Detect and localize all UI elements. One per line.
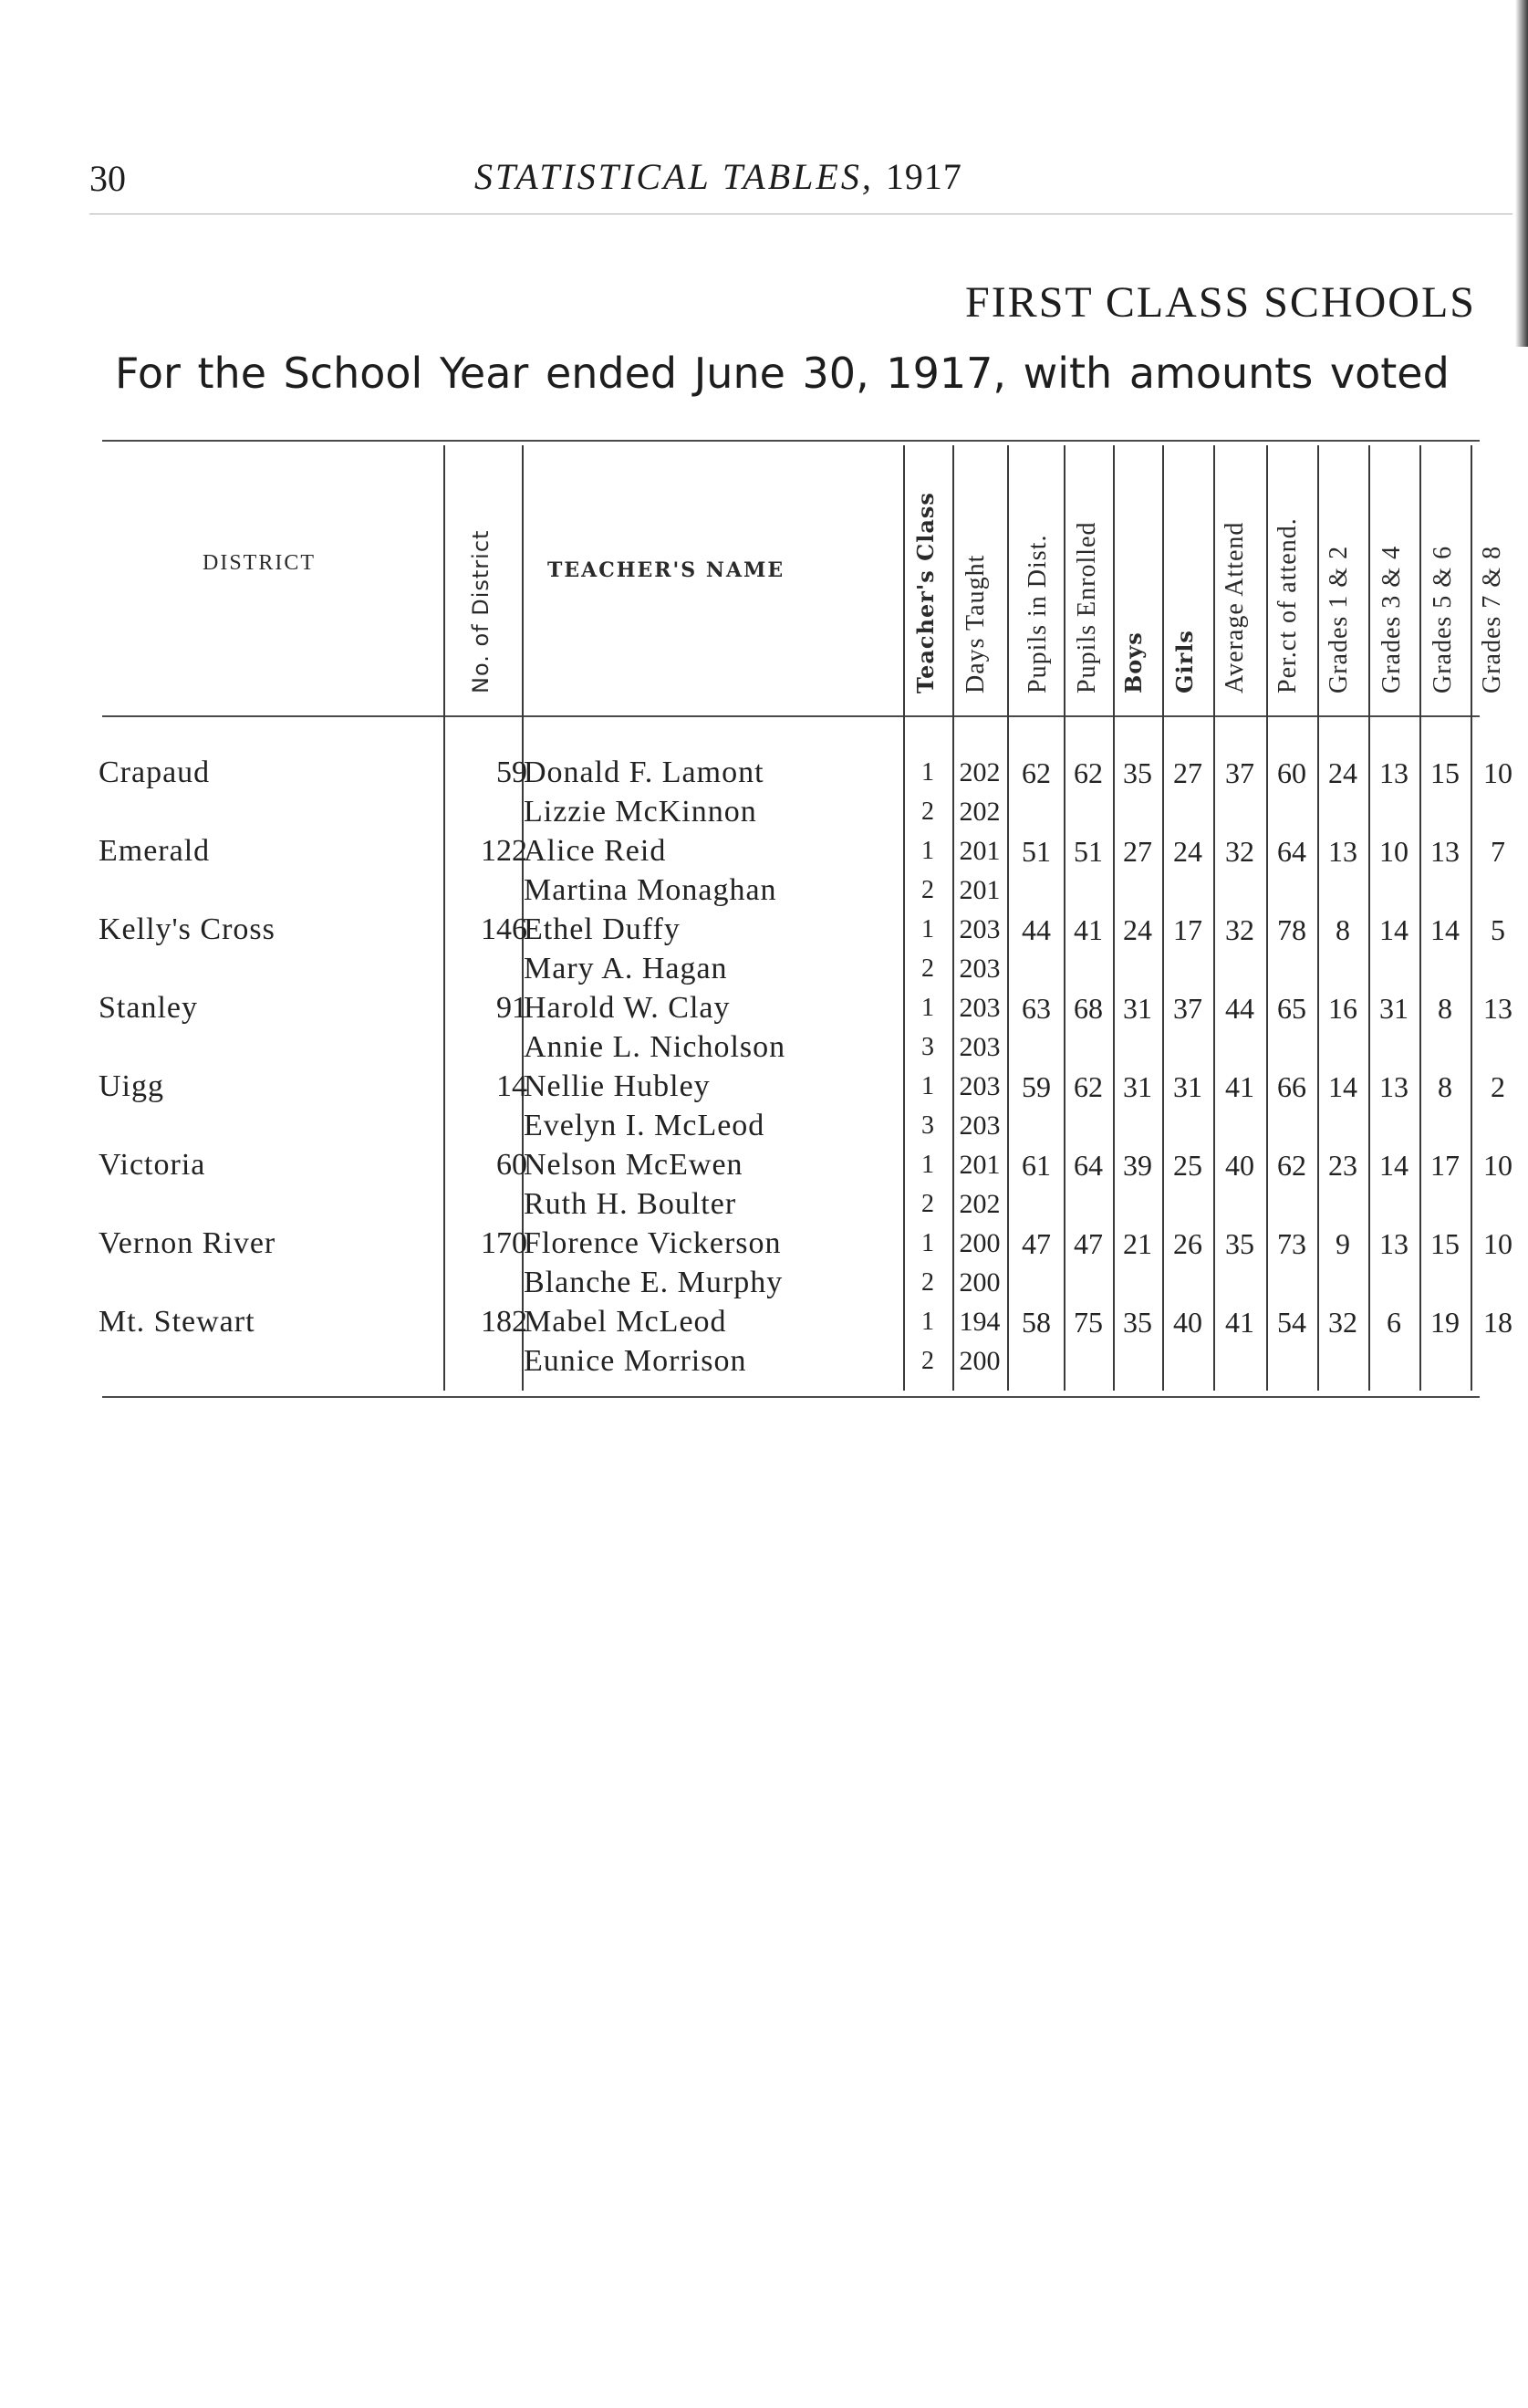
pupils-enrolled-value: 62 xyxy=(1074,756,1103,789)
days-taught: 203 xyxy=(959,1071,1001,1101)
column-header-boys: Boys xyxy=(1120,631,1147,693)
grades-5-6-value: 8 xyxy=(1438,1070,1452,1103)
days-taught: 202 xyxy=(959,757,1001,787)
teacher-class: 1 xyxy=(921,915,934,943)
district-number: 91 xyxy=(496,991,527,1025)
teacher-name: Eunice Morrison xyxy=(524,1344,747,1378)
teacher-name: Nellie Hubley xyxy=(524,1069,711,1103)
grades-5-6-value: 15 xyxy=(1430,1227,1460,1260)
district-number: 182 xyxy=(481,1305,527,1339)
teacher-class: 2 xyxy=(921,876,934,904)
pupils-enrolled-value: 51 xyxy=(1074,835,1103,868)
column-header-grades-1-2: Grades 1 & 2 xyxy=(1325,545,1353,693)
days-taught: 194 xyxy=(959,1307,1001,1337)
days-taught: 201 xyxy=(959,875,1001,905)
average-attend-value: 37 xyxy=(1225,756,1254,789)
girls-value: 24 xyxy=(1173,835,1202,868)
per-ct-attend-value: 65 xyxy=(1277,992,1306,1025)
grades-7-8-value: 18 xyxy=(1483,1306,1512,1339)
days-taught: 203 xyxy=(959,914,1001,944)
grades-3-4-value: 13 xyxy=(1379,1070,1408,1103)
grades-5-6-value: 8 xyxy=(1438,992,1452,1025)
running-head-title: STATISTICAL TABLES, xyxy=(474,156,874,197)
column-header-teacher-name: TEACHER'S NAME xyxy=(547,558,785,582)
average-attend-value: 40 xyxy=(1225,1149,1254,1182)
per-ct-attend-value: 78 xyxy=(1277,913,1306,946)
grades-1-2-value: 32 xyxy=(1328,1306,1357,1339)
teacher-name: Mary A. Hagan xyxy=(524,952,728,985)
table-bottom-rule xyxy=(102,1396,1480,1398)
girls-value: 40 xyxy=(1173,1306,1202,1339)
days-taught: 200 xyxy=(959,1228,1001,1258)
column-header-per-ct-attend: Per.ct of attend. xyxy=(1273,517,1302,693)
boys-value: 39 xyxy=(1123,1149,1152,1182)
days-taught: 203 xyxy=(959,1110,1001,1141)
per-ct-attend-value: 64 xyxy=(1277,835,1306,868)
days-taught: 201 xyxy=(959,1150,1001,1180)
pupils-enrolled-value: 41 xyxy=(1074,913,1103,946)
grades-1-2-value: 9 xyxy=(1336,1227,1350,1260)
teacher-class: 1 xyxy=(921,1072,934,1100)
teacher-name: Alice Reid xyxy=(524,834,667,868)
girls-value: 17 xyxy=(1173,913,1202,946)
grades-1-2-value: 14 xyxy=(1328,1070,1357,1103)
pupils-in-dist-value: 51 xyxy=(1022,835,1051,868)
column-header-grades-5-6: Grades 5 & 6 xyxy=(1429,545,1457,693)
column-header-average-attend: Average Attend xyxy=(1221,521,1249,693)
district-name: Emerald xyxy=(99,834,211,868)
column-header-days-taught: Days Taught xyxy=(961,554,990,693)
table-header-rule xyxy=(102,715,1480,717)
grades-7-8-value: 13 xyxy=(1483,992,1512,1025)
teacher-name: Harold W. Clay xyxy=(524,991,731,1025)
days-taught: 203 xyxy=(959,993,1001,1023)
district-name: Victoria xyxy=(99,1148,206,1182)
average-attend-value: 44 xyxy=(1225,992,1254,1025)
grades-7-8-value: 10 xyxy=(1483,1227,1512,1260)
district-number: 122 xyxy=(481,834,527,868)
district-name: Stanley xyxy=(99,991,198,1025)
column-header-no-of-district: No. of District xyxy=(468,529,494,693)
grades-7-8-value: 10 xyxy=(1483,756,1512,789)
average-attend-value: 41 xyxy=(1225,1306,1254,1339)
column-divider xyxy=(1007,445,1009,1391)
boys-value: 21 xyxy=(1123,1227,1152,1260)
teacher-class: 3 xyxy=(921,1033,934,1061)
district-number: 170 xyxy=(481,1226,527,1260)
grades-5-6-value: 13 xyxy=(1430,835,1460,868)
district-name: Uigg xyxy=(99,1069,164,1103)
pupils-in-dist-value: 58 xyxy=(1022,1306,1051,1339)
page-number: 30 xyxy=(89,158,126,199)
teacher-class: 1 xyxy=(921,1229,934,1257)
days-taught: 202 xyxy=(959,1189,1001,1219)
per-ct-attend-value: 73 xyxy=(1277,1227,1306,1260)
teacher-class: 2 xyxy=(921,1268,934,1297)
pupils-enrolled-value: 47 xyxy=(1074,1227,1103,1260)
district-name: Vernon River xyxy=(99,1226,276,1260)
per-ct-attend-value: 54 xyxy=(1277,1306,1306,1339)
district-number: 146 xyxy=(481,912,527,946)
teacher-class: 2 xyxy=(921,1347,934,1375)
grades-5-6-value: 17 xyxy=(1430,1149,1460,1182)
grades-3-4-value: 13 xyxy=(1379,1227,1408,1260)
district-number: 14 xyxy=(496,1069,527,1103)
days-taught: 200 xyxy=(959,1267,1001,1298)
girls-value: 37 xyxy=(1173,992,1202,1025)
table-subtitle: For the School Year ended June 30, 1917, with amounts voted xyxy=(115,349,1450,398)
district-name: Crapaud xyxy=(99,756,211,789)
teacher-name: Ruth H. Boulter xyxy=(524,1187,737,1221)
teacher-class: 1 xyxy=(921,758,934,787)
pupils-in-dist-value: 44 xyxy=(1022,913,1051,946)
column-header-pupils-in-dist: Pupils in Dist. xyxy=(1024,534,1052,693)
grades-3-4-value: 10 xyxy=(1379,835,1408,868)
pupils-enrolled-value: 75 xyxy=(1074,1306,1103,1339)
teacher-name: Florence Vickerson xyxy=(524,1226,782,1260)
district-name: Kelly's Cross xyxy=(99,912,275,946)
grades-5-6-value: 19 xyxy=(1430,1306,1460,1339)
grades-1-2-value: 16 xyxy=(1328,992,1357,1025)
girls-value: 27 xyxy=(1173,756,1202,789)
district-number: 59 xyxy=(496,756,527,789)
grades-1-2-value: 24 xyxy=(1328,756,1357,789)
grades-5-6-value: 15 xyxy=(1430,756,1460,789)
girls-value: 26 xyxy=(1173,1227,1202,1260)
average-attend-value: 41 xyxy=(1225,1070,1254,1103)
teacher-name: Mabel McLeod xyxy=(524,1305,727,1339)
teacher-class: 1 xyxy=(921,1308,934,1336)
running-head-year: 1917 xyxy=(885,156,962,197)
grades-7-8-value: 7 xyxy=(1491,835,1505,868)
days-taught: 203 xyxy=(959,1032,1001,1062)
per-ct-attend-value: 62 xyxy=(1277,1149,1306,1182)
teacher-class: 3 xyxy=(921,1111,934,1140)
section-title: FIRST CLASS SCHOOLS xyxy=(965,278,1476,327)
boys-value: 27 xyxy=(1123,835,1152,868)
teacher-name: Blanche E. Murphy xyxy=(524,1266,784,1299)
teacher-class: 2 xyxy=(921,954,934,983)
days-taught: 200 xyxy=(959,1346,1001,1376)
teacher-class: 1 xyxy=(921,837,934,865)
teacher-name: Donald F. Lamont xyxy=(524,756,764,789)
teacher-class: 1 xyxy=(921,1151,934,1179)
column-header-grades-7-8: Grades 7 & 8 xyxy=(1478,545,1506,693)
average-attend-value: 32 xyxy=(1225,913,1254,946)
boys-value: 31 xyxy=(1123,992,1152,1025)
grades-3-4-value: 31 xyxy=(1379,992,1408,1025)
district-name: Mt. Stewart xyxy=(99,1305,255,1339)
teacher-name: Annie L. Nicholson xyxy=(524,1030,786,1064)
grades-3-4-value: 14 xyxy=(1379,1149,1408,1182)
boys-value: 35 xyxy=(1123,1306,1152,1339)
boys-value: 35 xyxy=(1123,756,1152,789)
table-top-rule xyxy=(102,440,1480,442)
days-taught: 202 xyxy=(959,797,1001,827)
pupils-in-dist-value: 62 xyxy=(1022,756,1051,789)
column-header-pupils-enrolled: Pupils Enrolled xyxy=(1073,521,1101,693)
pupils-in-dist-value: 47 xyxy=(1022,1227,1051,1260)
column-header-teachers-class: Teacher's Class xyxy=(912,492,939,693)
grades-7-8-value: 10 xyxy=(1483,1149,1512,1182)
girls-value: 31 xyxy=(1173,1070,1202,1103)
pupils-in-dist-value: 59 xyxy=(1022,1070,1051,1103)
teacher-class: 1 xyxy=(921,994,934,1022)
pupils-enrolled-value: 62 xyxy=(1074,1070,1103,1103)
grades-1-2-value: 13 xyxy=(1328,835,1357,868)
pupils-in-dist-value: 61 xyxy=(1022,1149,1051,1182)
pupils-enrolled-value: 64 xyxy=(1074,1149,1103,1182)
teacher-class: 2 xyxy=(921,1190,934,1218)
teacher-name: Lizzie McKinnon xyxy=(524,795,757,829)
teacher-name: Evelyn I. McLeod xyxy=(524,1109,765,1142)
grades-3-4-value: 6 xyxy=(1387,1306,1401,1339)
column-header-grades-3-4: Grades 3 & 4 xyxy=(1377,545,1406,693)
per-ct-attend-value: 66 xyxy=(1277,1070,1306,1103)
teacher-name: Nelson McEwen xyxy=(524,1148,743,1182)
grades-3-4-value: 14 xyxy=(1379,913,1408,946)
running-head xyxy=(474,155,962,198)
girls-value: 25 xyxy=(1173,1149,1202,1182)
average-attend-value: 35 xyxy=(1225,1227,1254,1260)
per-ct-attend-value: 60 xyxy=(1277,756,1306,789)
teacher-name: Martina Monaghan xyxy=(524,873,777,907)
column-header-district: DISTRICT xyxy=(203,551,316,575)
district-number: 60 xyxy=(496,1148,527,1182)
teacher-name: Ethel Duffy xyxy=(524,912,681,946)
average-attend-value: 32 xyxy=(1225,835,1254,868)
grades-1-2-value: 23 xyxy=(1328,1149,1357,1182)
column-header-girls: Girls xyxy=(1171,630,1198,693)
days-taught: 203 xyxy=(959,954,1001,984)
pupils-in-dist-value: 63 xyxy=(1022,992,1051,1025)
days-taught: 201 xyxy=(959,836,1001,866)
grades-5-6-value: 14 xyxy=(1430,913,1460,946)
grades-3-4-value: 13 xyxy=(1379,756,1408,789)
page-edge-shadow xyxy=(1515,0,1528,347)
grades-7-8-value: 2 xyxy=(1491,1070,1505,1103)
boys-value: 24 xyxy=(1123,913,1152,946)
grades-1-2-value: 8 xyxy=(1336,913,1350,946)
pupils-enrolled-value: 68 xyxy=(1074,992,1103,1025)
teacher-class: 2 xyxy=(921,797,934,826)
grades-7-8-value: 5 xyxy=(1491,913,1505,946)
boys-value: 31 xyxy=(1123,1070,1152,1103)
